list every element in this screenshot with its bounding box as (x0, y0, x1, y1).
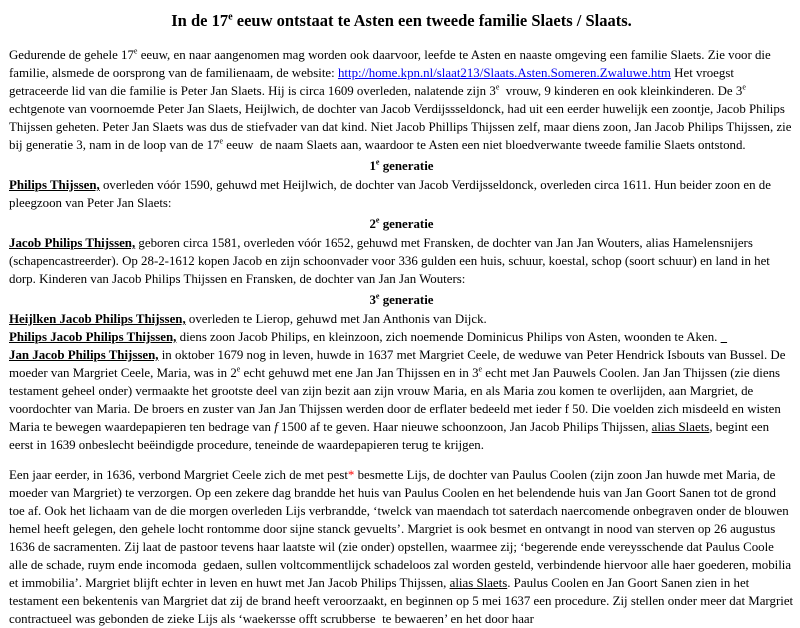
family-website-link[interactable]: http://home.kpn.nl/slaat213/Slaats.Asten.Someren.Zwaluwe.htm (337, 66, 671, 80)
text-run: eeuw de naam Slaets aan, waardoor te Asten een niet bloedverwante tweede familie Slaets ontstond. (223, 138, 746, 152)
heading-number: 3 (369, 293, 376, 307)
generation-1-paragraph (9, 176, 794, 212)
text-run: Een jaar eerder, in 1636, verbond Margriet Ceele zich de met pest (9, 468, 348, 482)
florin-sign: f (274, 420, 278, 434)
superscript-e: e (478, 364, 483, 374)
generation-2-paragraph (9, 234, 794, 288)
text-run: 1500 af te geven. Haar nieuwe schoonzoon, Jan Jacob Philips Thijssen, (277, 420, 652, 434)
person-name: Philips Jacob Philips Thijssen, (9, 330, 177, 344)
page-title (9, 11, 794, 31)
heading-number: 1 (369, 159, 376, 173)
person-name: Philips Thijssen, (9, 178, 100, 192)
title-superscript-e: e (228, 11, 233, 23)
text-run: Gedurende de gehele 17 (9, 48, 134, 62)
heading-text: generatie (379, 293, 434, 307)
heading-text: generatie (379, 217, 434, 231)
text-run: eeuw, en naar aangenomen mag worden ook daarvoor, leefde te Asten en naaste omgeving een familie Slaets. Zie voor die familie, alsmede de oorsprong van de familienaam, de website: (9, 48, 774, 80)
text-run: Het vroegst getraceerde lid van die familie is Peter Jan Slaets. Hij is circa 1609 overleden, nalatende zijn 3 (9, 66, 738, 98)
text-run: vrouw, 9 kinderen en ook kleinkinderen. De 3 (499, 84, 743, 98)
person-name: Jan Jacob Philips Thijssen, (9, 348, 159, 362)
title-text: In de 17 (171, 11, 229, 30)
superscript-e: e (133, 46, 138, 56)
text-run: echtgenote van voornoemde Peter Jan Slaets, Heijlwich, de dochter van Jacob Verdijssseldonck, had uit een eerder huwelijk een zoontje, Jacob Philips Thijssen geheten. Peter Jan Slaets was dus de stiefvader van dat kind. Niet Jacob Phillips Thijssen zelf, maar diens zoon, Jan Jacob Philips Thijssen, zie bij generatie 3, nam in de loop van de 17 (9, 84, 795, 152)
generation-3-entry-heijlken (9, 310, 794, 328)
generation-2-heading (9, 215, 794, 233)
text-run: , begint een eerst in 1639 onbeslecht beëindigde procedure, teneinde de waardepapieren terug te krijgen. (9, 420, 773, 452)
person-name: Jacob Philips Thijssen, (9, 236, 136, 250)
person-name: Heijlken Jacob Philips Thijssen, (9, 312, 186, 326)
generation-3-heading (9, 291, 794, 309)
generation-1-heading (9, 157, 794, 175)
text-run: echt met Jan Pauwels Coolen. Jan Jan Thijssen (zie diens testament geheel onder) vermaakte het grootste deel van zijn bezit aan zijn vrouw Maria, en als Maria zou komen te overlijden, aan Margriet, de voordochter van Maria. De broers en zuster van Jan Jan Thijssen werden door de erflater bedeeld met ieder f 50. Die voelden zich misdeeld en wisten Maria te bewegen waardepapieren ten bedrage van (9, 366, 785, 434)
intro-paragraph (9, 46, 794, 154)
text-run: diens zoon Jacob Philips, en kleinzoon, zich noemende Dominicus Philips von Asten, woonden te Aken. (176, 330, 721, 344)
superscript-e: e (236, 364, 241, 374)
title-text: eeuw ontstaat te Asten een tweede familie Slaets / Slaats. (232, 11, 632, 30)
underlined-space (721, 330, 727, 344)
superscript-e: e (375, 291, 380, 301)
text-run: overleden vóór 1590, gehuwd met Heijlwich, de dochter van Jacob Verdijsseldonck, overleden circa 1611. Hun beider zoon en de pleegzoon van Peter Jan Slaets: (9, 178, 775, 210)
alias-slaets: alias Slaets (449, 576, 508, 590)
footnote-asterisk: * (347, 468, 355, 482)
heading-number: 2 (369, 217, 376, 231)
text-run: besmette Lijs, de dochter van Paulus Coolen (zijn zoon Jan huwde met Maria, de moeder van Margriet) te verzorgen. Op een zekere dag brandde het huis van Paulus Coolen en het belendende huis van Jan Goort Sanen tot de grond toe af. Ook het lichaam van de die morgen overleden Lijs verbrandde, ‘twelck van maendach tot saterdach naercomende onbegraven onder de blouwen hemel heeft gelegen, den gehele locht rontomme door sijne stanck gevuelts’. Margriet is ook besmet en ontvangt in nood van sterven op 26 augustus 1636 de sacramenten. Zij laat de pastoor tevens haar laatste wil (zie onder) opstellen, waarmee zij; ‘begerende ende vereysschende dat Paulus Coole alle de schade, ruym ende incomoda gedaen, sullen voltcommentlijck schadeloos zal worden gesteld, verbindende hiervoor alle haer goederen, mobilia et immobilia’. Margriet blijft echter in leven en huwt met Jan Jacob Philips Thijssen, (9, 468, 795, 590)
text-run: echt gehuwd met ene Jan Jan Thijssen en in 3 (240, 366, 479, 380)
generation-3-entry-jan-jacob (9, 346, 794, 454)
paragraph-spacer (9, 454, 794, 466)
superscript-e: e (742, 82, 746, 92)
pest-paragraph (9, 466, 797, 628)
superscript-e: e (375, 215, 380, 225)
text-run: overleden te Lierop, gehuwd met Jan Anthonis van Dijck. (185, 312, 487, 326)
generation-3-entry-philips (9, 328, 794, 346)
alias-slaets: alias Slaets (651, 420, 710, 434)
text-run: in oktober 1679 nog in leven, huwde in 1637 met Margriet Ceele, de weduwe van Peter Hendrick Isbouts van Bussel. De moeder van Margriet Ceele, Maria, was in 2 (9, 348, 789, 380)
superscript-e: e (495, 82, 500, 92)
superscript-e: e (219, 136, 224, 146)
text-run: . Paulus Coolen en Jan Goort Sanen zien in het testament een bekentenis van Margriet dat zij de brand heeft veroorzaakt, en beginnen op 5 mei 1637 een procedure. Zij stellen onder meer dat Margriet contractueel was gebonden de zieke Lijs als ‘waekersse offt scrubberse te bewaeren’ en het door haar (9, 576, 797, 626)
superscript-e: e (375, 157, 380, 167)
text-run: geboren circa 1581, overleden vóór 1652, gehuwd met Fransken, de dochter van Jan Jan Wouters, alias Hamelensnijers (schapencastreerder). Op 28-2-1612 kopen Jacob en zijn schoonvader voor 336 gulden een huis, schuur, koestal, schop (soort schuur) en land in het dorp. Kinderen van Jacob Philips Thijssen en Fransken, de dochter van Jan Jan Wouters: (9, 236, 774, 286)
heading-text: generatie (379, 159, 434, 173)
